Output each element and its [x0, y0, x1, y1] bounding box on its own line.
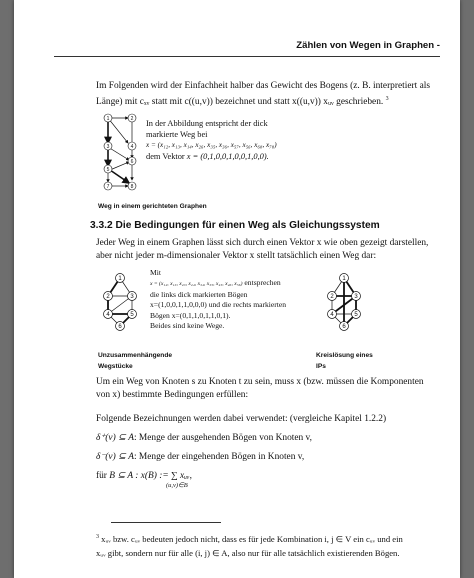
directed-graph-figure: [100, 110, 140, 196]
footnote-line: [96, 530, 436, 546]
cycle-solution-graph: [322, 266, 368, 332]
definitions-block: [96, 410, 446, 489]
paragraph-line: Im Folgenden wird der Einfachheit halber das Gewicht des Bogens (z. B. interpretiert als: [96, 81, 431, 91]
figure1-line: [146, 151, 436, 162]
graph-node-label: 3: [354, 294, 358, 301]
figure1-vector-def: x = (x₁₂, x₁₃, x₁₄, x₂₆, x₃₅, x₃₆, x₅₇, x₅₆, x₆₈, x₇₈): [146, 141, 277, 149]
caption-line: IPs: [316, 363, 326, 370]
definition-text: : Menge der eingehenden Bögen in Knoten v,: [133, 452, 305, 462]
figure2-caption-left: [98, 350, 172, 372]
header-rule: [54, 56, 440, 57]
figure1-line: In der Abbildung entspricht der dick: [146, 119, 268, 128]
graph-edge: [110, 170, 129, 183]
footnote-line: xᵤᵥ gibt, sondern nur für alle (i, j) ∈ A, also nur für alle tatsächlich existierenden Bögen.: [96, 547, 400, 558]
definition-out-arcs: [96, 429, 446, 448]
graph-node-label: 5: [106, 166, 110, 173]
paragraph-vector: [96, 237, 446, 263]
graph-node-label: 6: [118, 324, 122, 331]
figure2-vector-def: x = (x₁₂, x₁₃, x₂₃, x₂₄, x₃₄, x₃₅, x₄₅, x₄₆, x₅₆): [150, 281, 243, 288]
sum-subscript: (u,v)∈B: [166, 482, 188, 489]
definition-math: δ⁻(v) ⊆ A: [96, 452, 134, 462]
definition-math: B ⊆ A : x(B) := ∑ xᵤᵥ: [109, 471, 190, 481]
definition-sum: [96, 467, 446, 489]
definition-in-arcs: [96, 448, 446, 467]
graph-node-label: 8: [130, 183, 134, 190]
graph-node-label: 4: [106, 312, 110, 319]
definition-text: : Menge der ausgehenden Bögen von Knoten v,: [133, 433, 312, 443]
figure2-caption-right: [316, 350, 373, 372]
graph-node-label: 6: [342, 324, 346, 331]
graph-node-label: 4: [330, 312, 334, 319]
graph-node-label: 1: [106, 115, 110, 122]
paragraph-line: Jeder Weg in einem Graphen lässt sich durch einen Vektor x wie oben gezeigt darstellen,: [96, 238, 429, 248]
definitions-intro: Folgende Bezeichnungen werden dabei verwendet: (vergleiche Kapitel 1.2.2): [96, 414, 387, 424]
figure1-vector: x = (0,1,0,0,1,0,0,1,0,0).: [186, 152, 269, 161]
section-title: Die Bedingungen für einen Weg als Gleichungssystem: [115, 220, 380, 231]
footnote-rule: [111, 522, 221, 523]
paragraph-intro: [96, 80, 446, 109]
paragraph-conditions: [96, 376, 446, 402]
figure1-line-text: dem Vektor: [146, 152, 185, 161]
graph-node-label: 2: [330, 294, 334, 301]
graph-node-label: 7: [106, 183, 110, 190]
footnote: [96, 530, 436, 560]
footnote-mark: 3: [385, 95, 389, 102]
caption-line: Wegstücke: [98, 363, 133, 370]
figure2-line: Beides sind keine Wege.: [150, 321, 225, 331]
graph-edge: [110, 162, 129, 170]
graph-node-label: 5: [354, 312, 358, 319]
figure1-line: markierte Weg bei: [146, 130, 208, 139]
section-heading: [90, 220, 380, 231]
caption-line: Kreislösung eines: [316, 352, 373, 359]
definition-end: ,: [189, 471, 192, 481]
paragraph-line: Um ein Weg von Knoten s zu Knoten t zu sein, muss x (bzw. müssen die Komponenten: [96, 377, 424, 387]
figure2-description: [150, 268, 310, 331]
figure2-line: Bögen x=(0,1,1,0,1,1,0,1).: [150, 310, 231, 320]
definition-math: δ⁺(v) ⊆ A: [96, 433, 134, 443]
disconnected-paths-graph: [98, 266, 144, 332]
section-number: 3.3.2: [90, 220, 113, 231]
graph-node-label: 6: [130, 158, 134, 165]
figure2-line: x=(1,0,0,1,1,0,0,0) und die rechts markierten: [150, 300, 287, 310]
graph-node-label: 5: [130, 312, 134, 319]
paragraph-line: von x) bestimmte Bedingungen erfüllen:: [96, 389, 249, 400]
paragraph-line: aber nicht jeder m-dimensionaler Vektor x stellt tatsächlich einen Weg dar:: [96, 250, 377, 261]
paragraph-line: [96, 93, 446, 109]
figure2-line: [150, 278, 310, 289]
graph-node-label: 3: [106, 143, 110, 150]
graph-node-label: 1: [342, 276, 346, 283]
footnote-text: xᵤᵥ bzw. cᵤᵥ bedeuten jedoch nicht, dass es für jede Kombination i, j ∈ V ein cᵤᵥ und ein: [101, 533, 403, 544]
graph-node-label: 2: [130, 115, 134, 122]
figure2-line-text: entsprechen: [244, 278, 281, 288]
figure2-line: die links dick markierten Bögen: [150, 289, 248, 299]
graph-node-label: 2: [106, 294, 110, 301]
caption-line: Unzusammenhängende: [98, 352, 173, 359]
graph-node-label: 1: [118, 276, 122, 283]
figure1-caption: Weg in einem gerichteten Graphen: [98, 203, 207, 210]
figure2-line: Mit: [150, 268, 161, 277]
graph-edge: [106, 115, 128, 143]
graph-edge: [108, 147, 129, 160]
running-header: Zählen von Wegen in Graphen -: [296, 40, 440, 51]
figure1-description: [146, 118, 436, 162]
document-page: [14, 0, 460, 578]
definition-prefix: für: [96, 471, 107, 481]
graph-node-label: 3: [130, 294, 134, 301]
paragraph-line-text: Länge) mit cₓᵥ statt mit c((u,v)) bezeichnet und statt x((u,v)) xᵤᵥ geschrieben.: [96, 96, 384, 107]
graph-node-label: 4: [130, 143, 134, 150]
footnote-mark: 3: [96, 534, 99, 540]
